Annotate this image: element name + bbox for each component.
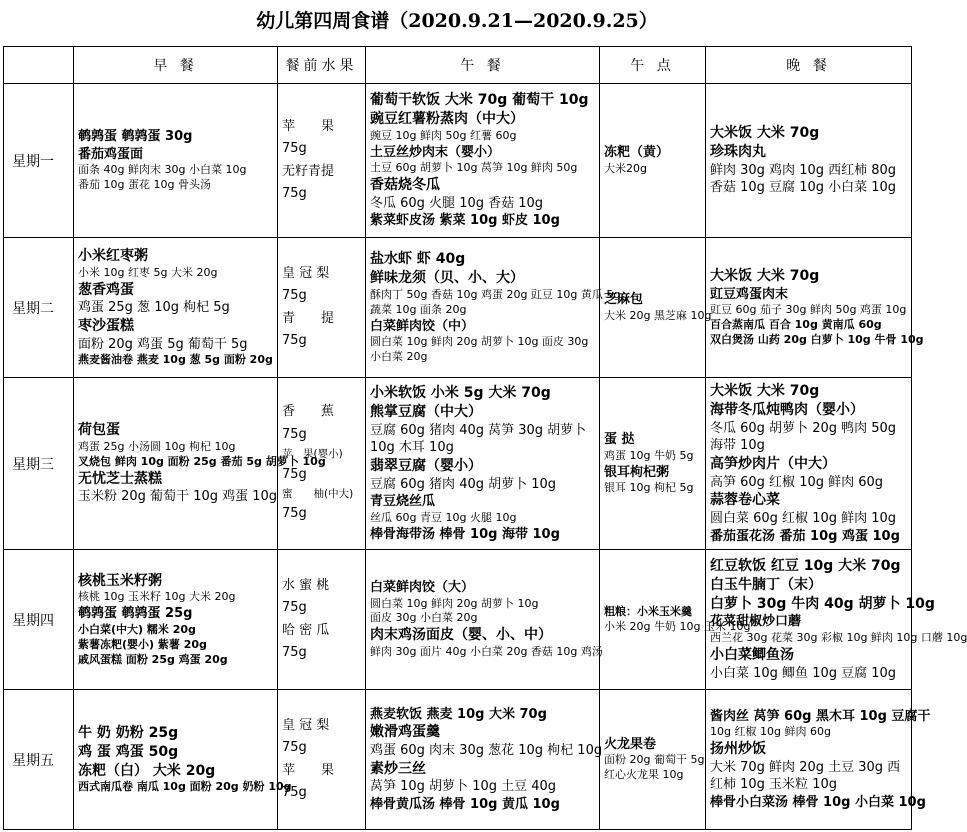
breakfast-cell [74,550,278,690]
breakfast-line: 面条 40g 鲜肉末 30g 小白菜 10g [78,163,247,177]
fruit-line: 75g [282,506,307,522]
lunch-line: 青豆烧丝瓜 [370,494,436,510]
fruit-line: 75g [282,740,307,756]
breakfast-line: 叉烧包 鲜肉 10g 面粉 25g 番茄 5g 胡萝卜 10g [78,454,326,468]
dinner-line: 小白菜 10g 鲫鱼 10g 豆腐 10g [710,665,897,681]
dinner-line: 花菜甜椒炒口蘑 [710,614,802,630]
day-label: 星期五 [4,690,74,830]
lunch-line: 丝瓜 60g 青豆 10g 火腿 10g [370,510,517,524]
breakfast-cell [74,690,292,830]
lunch-line: 土豆 60g 胡萝卜 10g 莴笋 10g 鲜肉 50g [370,161,578,175]
lunch-line: 肉末鸡汤面皮（婴、小、中） [370,627,552,644]
fruit-line: 皇 冠 梨 [282,266,330,282]
dinner-line: 高笋炒肉片（中大） [710,455,836,472]
header-snack: 午 点 [600,47,706,84]
snack-cell [600,550,751,690]
snack-line: 大米 20g 黑芝麻 10g [604,308,712,322]
breakfast-line: 西式南瓜卷 南瓜 10g 面粉 20g 奶粉 10g [78,780,292,794]
menu-row-1 [4,84,912,238]
fruit-line: 皇 冠 梨 [282,718,330,734]
header-day [4,47,74,84]
fruit-line: 75g [282,332,307,348]
breakfast-line: 冻粑（白） 大米 20g [78,762,216,779]
fruit-line: 苹 果 [282,119,335,135]
lunch-line: 豆腐 60g 猪肉 40g 胡萝卜 10g [370,476,557,492]
snack-line: 大米20g [604,161,647,175]
dinner-line: 棒骨小白菜汤 棒骨 10g 小白菜 10g [710,794,926,810]
lunch-line: 圆白菜 10g 鲜肉 20g 胡萝卜 10g 面皮 30g [370,335,589,349]
lunch-line: 圆白菜 10g 鲜肉 20g 胡萝卜 10g [370,596,539,610]
breakfast-line: 枣沙蛋糕 [78,317,134,334]
dinner-line: 番茄蛋花汤 番茄 10g 鸡蛋 10g [710,528,900,544]
lunch-line: 鲜味龙须（贝、小、大） [370,270,524,287]
lunch-line: 白菜鲜肉饺（中） [370,318,475,334]
lunch-line: 鸡蛋 60g 肉末 30g 葱花 10g 枸杞 10g [370,742,603,758]
breakfast-line: 核桃玉米籽粥 [78,572,162,589]
snack-line: 冻粑（黄） [604,145,670,161]
dinner-line: 酱肉丝 莴笋 60g 黑木耳 10g 豆腐干 [710,708,931,724]
snack-cell [600,238,712,378]
dinner-line: 豇豆 60g 茄子 30g 鲜肉 50g 鸡蛋 10g [710,303,907,317]
lunch-cell [366,378,600,550]
lunch-line: 蔬菜 10g 面条 20g [370,302,467,316]
fruit-line: 苹 果(婴小) [282,447,343,460]
menu-table [3,46,967,830]
dinner-line: 扬州炒饭 [710,740,766,757]
menu-row-2 [4,238,912,378]
breakfast-line: 小白菜(中大) 糯米 20g [78,622,196,636]
dinner-line: 珍珠肉丸 [710,143,766,160]
snack-line: 芝麻包 [604,292,644,308]
snack-line: 火龙果卷 [604,736,657,752]
breakfast-line: 无忧芝士蒸糕 [78,470,162,487]
menu-row-5 [4,690,912,830]
dinner-cell [706,690,931,830]
lunch-line: 棒骨海带汤 棒骨 10g 海带 10g [370,526,560,542]
breakfast-line: 鹌鹑蛋 鹌鹑蛋 25g [78,606,193,622]
breakfast-line: 鸡 蛋 鸡蛋 50g [78,743,179,760]
fruit-line: 75g [282,644,307,660]
page-title: 幼儿第四周食谱（2020.9.21—2020.9.25） [256,10,658,32]
fruit-cell [278,84,366,238]
snack-line: 银耳枸杞粥 [604,464,670,480]
dinner-line: 豇豆鸡蛋肉末 [710,286,789,302]
day-label: 星期二 [4,238,74,378]
dinner-cell [706,550,967,690]
lunch-line: 素炒三丝 [370,760,426,777]
fruit-line: 75g [282,784,307,800]
snack-line: 粗粮：小米玉米羹 [604,604,692,618]
breakfast-line: 番茄鸡蛋面 [78,146,144,162]
lunch-cell [366,84,600,238]
lunch-line: 白菜鲜肉饺（大） [370,580,475,596]
dinner-cell [706,238,924,378]
day-label: 星期一 [4,84,74,238]
snack-cell [600,378,706,550]
lunch-line: 熊掌豆腐（中大） [370,403,482,420]
breakfast-line: 小米红枣粥 [78,247,148,264]
breakfast-line: 番茄 10g 蛋花 10g 骨头汤 [78,178,211,192]
snack-line: 鸡蛋 10g 牛奶 5g [604,448,694,462]
lunch-line: 嫩滑鸡蛋羹 [370,724,440,741]
lunch-line: 豆腐 60g 猪肉 40g 莴笋 30g 胡萝卜 10g 木耳 10g [370,422,587,456]
lunch-line: 豌豆 10g 鲜肉 50g 红薯 60g [370,128,517,142]
lunch-line: 鲜肉 30g 面片 40g 小白菜 20g 香菇 10g 鸡汤 [370,645,603,659]
fruit-cell [278,238,366,378]
fruit-line: 香 蕉 [282,404,335,420]
lunch-line: 翡翠豆腐（婴小） [370,457,482,474]
day-label: 星期四 [4,550,74,690]
breakfast-line: 玉米粉 20g 葡萄干 10g 鸡蛋 10g [78,489,278,505]
dinner-line: 鲜肉 30g 鸡肉 10g 西红柿 80g 香菇 10g 豆腐 10g 小白菜 10g [710,162,897,196]
fruit-line: 蜜 柚(中大) [282,487,354,500]
dinner-line: 百合蒸南瓜 百合 10g 黄南瓜 60g [710,318,882,332]
dinner-line: 大米饭 大米 70g [710,125,820,142]
breakfast-line: 面粉 20g 鸡蛋 5g 葡萄干 5g [78,336,248,352]
menu-row-3 [4,378,912,550]
breakfast-line: 核桃 10g 玉米籽 10g 大米 20g [78,590,236,604]
fruit-line: 青 提 [282,310,335,326]
snack-line: 小米 20g 牛奶 10g 玉米 10g [604,619,751,633]
breakfast-cell [74,84,278,238]
fruit-line: 75g [282,185,307,201]
lunch-line: 酥肉丁 50g 香菇 10g 鸡蛋 20g 豇豆 10g 黄瓜 5g [370,287,621,301]
fruit-cell [278,550,366,690]
menu-row-4 [4,550,912,690]
lunch-line: 葡萄干软饭 大米 70g 葡萄干 10g [370,92,589,108]
dinner-line: 蒜蓉卷心菜 [710,492,780,509]
dinner-line: 海带冬瓜炖鸭肉（婴小） [710,401,864,418]
breakfast-line: 葱香鸡蛋 [78,281,134,298]
dinner-line: 双白煲汤 山药 20g 白萝卜 10g 牛骨 10g [710,333,924,347]
lunch-line: 土豆丝炒肉末（婴小） [370,144,501,160]
dinner-line: 小白菜鲫鱼汤 [710,646,794,663]
header-dinner: 晚 餐 [706,47,912,84]
dinner-line: 大米 70g 鲜肉 20g 土豆 30g 西红柿 10g 玉米粒 10g [710,759,901,793]
snack-line: 红心火龙果 10g [604,768,684,782]
dinner-line: 大米饭 大米 70g [710,268,820,285]
lunch-line: 棒骨黄瓜汤 棒骨 10g 黄瓜 10g [370,796,560,812]
fruit-line: 75g [282,426,307,442]
dinner-line: 冬瓜 60g 胡萝卜 20g 鸭肉 50g 海带 10g [710,420,897,454]
dinner-cell [706,378,912,550]
dinner-line: 圆白菜 60g 红椒 10g 鲜肉 10g [710,511,897,527]
dinner-line: 10g 红椒 10g 鲜肉 60g [710,725,831,739]
breakfast-line: 牛 奶 奶粉 25g [78,724,179,741]
fruit-line: 75g [282,141,307,157]
fruit-line: 水 蜜 桃 [282,578,330,594]
header-breakfast: 早 餐 [74,47,278,84]
lunch-line: 盐水虾 虾 40g [370,251,466,268]
snack-cell [600,84,706,238]
lunch-line: 冬瓜 60g 火腿 10g 香菇 10g [370,195,544,211]
breakfast-line: 戚风蛋糕 面粉 25g 鸡蛋 20g [78,652,228,666]
lunch-line: 小白菜 20g [370,350,428,363]
breakfast-line: 小米 10g 红枣 5g 大米 20g [78,265,218,279]
lunch-cell [366,238,621,378]
dinner-line: 大米饭 大米 70g [710,382,820,399]
breakfast-line: 鸡蛋 25g 葱 10g 枸杞 5g [78,300,230,316]
lunch-line: 燕麦软饭 燕麦 10g 大米 70g [370,706,547,722]
fruit-line: 75g [282,288,307,304]
fruit-line: 哈 密 瓜 [282,622,330,638]
lunch-line: 紫菜虾皮汤 紫菜 10g 虾皮 10g [370,213,560,229]
fruit-cell [278,690,366,830]
dinner-line: 红豆软饭 红豆 10g 大米 70g [710,557,901,574]
snack-line: 蛋 挞 [604,432,635,448]
dinner-line: 白萝卜 30g 牛肉 40g 胡萝卜 10g [710,595,935,612]
snack-line: 面粉 20g 葡萄干 5g [604,753,705,767]
dinner-line: 西兰花 30g 花菜 30g 彩椒 10g 鲜肉 10g 口蘑 10g [710,630,967,644]
breakfast-line: 鸡蛋 25g 小汤圆 10g 枸杞 10g [78,439,236,453]
dinner-line: 白玉牛腩丁（末） [710,576,822,593]
snack-cell [600,690,706,830]
header-fruit: 餐前水果 [278,47,366,84]
breakfast-line: 鹌鹑蛋 鹌鹑蛋 30g [78,129,193,145]
lunch-line: 豌豆红薯粉蒸肉（中大） [370,110,524,127]
breakfast-line: 荷包蛋 [78,421,120,438]
lunch-cell [366,550,603,690]
fruit-line: 苹 果 [282,762,335,778]
fruit-line: 75g [282,600,307,616]
day-label: 星期三 [4,378,74,550]
lunch-line: 小米软饭 小米 5g 大米 70g [370,384,551,401]
lunch-line: 香菇烧冬瓜 [370,177,440,194]
lunch-cell [366,690,603,830]
fruit-line: 无籽青提 [282,163,335,179]
fruit-line: 75g [282,466,307,482]
header-row [4,47,912,84]
breakfast-cell [74,238,278,378]
dinner-cell [706,84,912,238]
breakfast-line: 紫薯冻粑(婴小) 紫薯 20g [78,637,207,651]
lunch-line: 莴笋 10g 胡萝卜 10g 土豆 40g [370,779,557,795]
dinner-line: 高笋 60g 红椒 10g 鲜肉 60g [710,474,884,490]
header-lunch: 午 餐 [366,47,600,84]
snack-line: 银耳 10g 枸杞 5g [604,481,694,495]
breakfast-line: 燕麦酱油卷 燕麦 10g 葱 5g 面粉 20g [78,353,273,367]
lunch-line: 面皮 30g 小白菜 20g [370,611,478,625]
